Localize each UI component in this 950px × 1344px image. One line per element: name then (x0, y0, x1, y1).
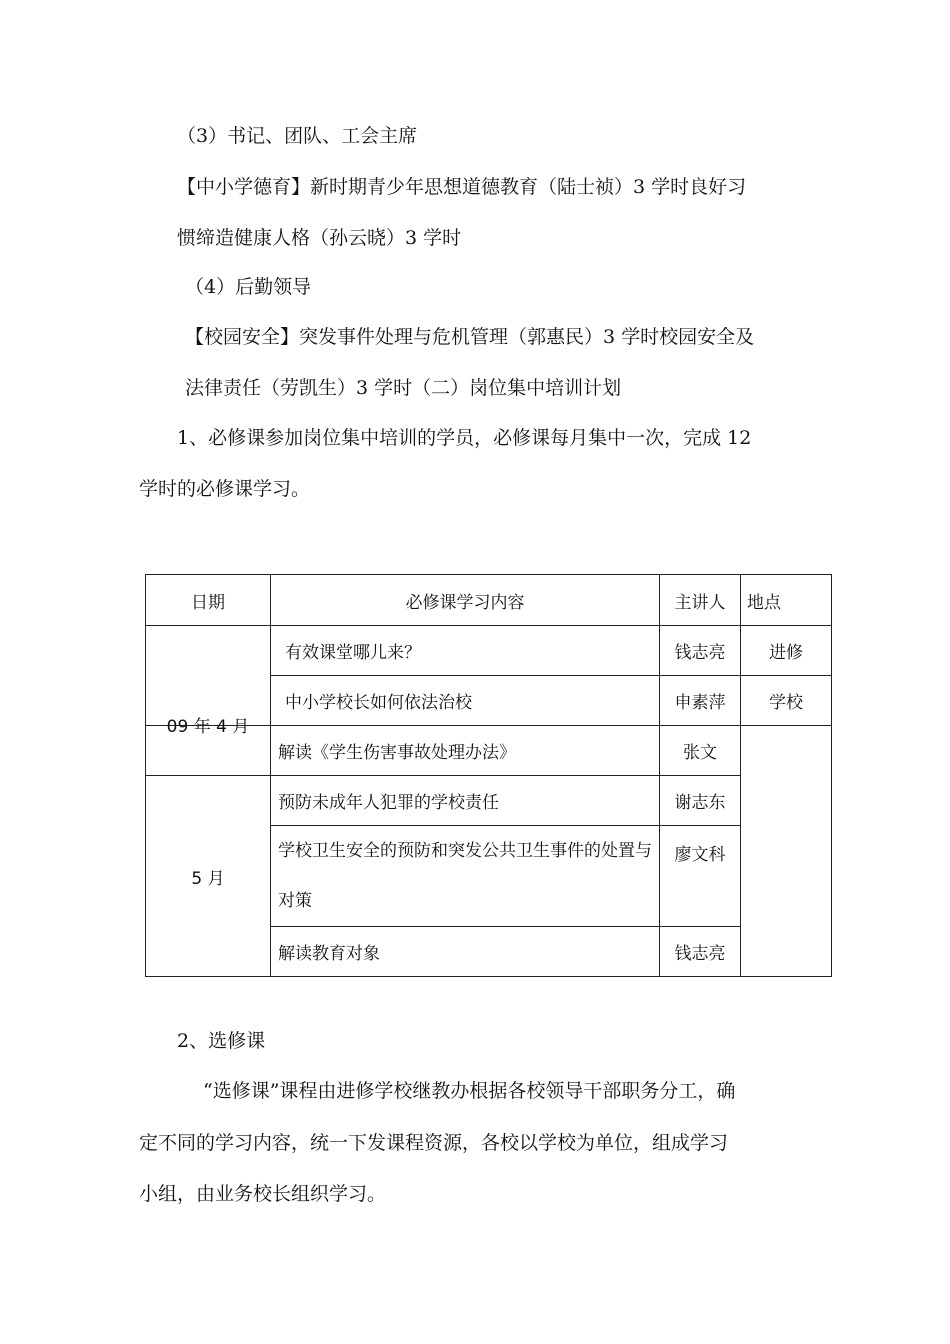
speaker-cell: 廖文科 (660, 826, 741, 927)
paragraph-moral-education-1: 【中小学德育】新时期青少年思想道德教育（陆士祯）3 学时良好习 (177, 176, 747, 198)
speaker-cell: 张文 (660, 726, 741, 776)
paragraph-campus-safety-2: 法律责任（劳凯生）3 学时（二）岗位集中培训计划 (185, 377, 622, 399)
training-schedule-table (145, 574, 832, 977)
speaker-cell: 钱志亮 (660, 626, 741, 676)
content-cell: 解读教育对象 (271, 927, 660, 977)
table-header-row (146, 575, 832, 626)
content-cell: 解读《学生伤害事故处理办法》 (271, 726, 660, 776)
location-empty-cell (741, 726, 832, 977)
speaker-cell: 申素萍 (660, 676, 741, 726)
paragraph-campus-safety-1: 【校园安全】突发事件处理与危机管理（郭惠民）3 学时校园安全及 (185, 326, 755, 348)
content-cell: 中小学校长如何依法治校 (271, 676, 660, 726)
table-row (146, 776, 832, 826)
header-speaker: 主讲人 (660, 575, 741, 626)
header-date: 日期 (146, 575, 271, 626)
speaker-cell: 谢志东 (660, 776, 741, 826)
location-line2: 学校 (741, 676, 832, 726)
header-content: 必修课学习内容 (271, 575, 660, 626)
location-line1: 进修 (741, 626, 832, 676)
paragraph-required-course-1: 1、必修课参加岗位集中培训的学员，必修课每月集中一次，完成 12 (177, 427, 752, 449)
speaker-cell: 钱志亮 (660, 927, 741, 977)
paragraph-secretary: （3）书记、团队、工会主席 (177, 125, 418, 147)
month-may: 5 月 (146, 776, 271, 977)
paragraph-elective-1: “选修课”课程由进修学校继教办根据各校领导干部职务分工，确 (203, 1080, 736, 1102)
paragraph-elective-2: 定不同的学习内容，统一下发课程资源，各校以学校为单位，组成学习 (139, 1132, 729, 1154)
content-cell: 学校卫生安全的预防和突发公共卫生事件的处置与对策 (271, 826, 660, 927)
month-april: 09 年 4 月 (166, 717, 250, 737)
content-cell: 有效课堂哪儿来？ (271, 626, 660, 676)
header-location: 地点 (741, 575, 832, 626)
paragraph-required-course-2: 学时的必修课学习。 (139, 478, 311, 500)
month-april-cell (146, 626, 271, 737)
table-row (146, 626, 832, 676)
paragraph-elective-title: 2、选修课 (177, 1030, 266, 1052)
paragraph-logistics: （4）后勤领导 (185, 276, 312, 298)
content-cell: 预防未成年人犯罪的学校责任 (271, 776, 660, 826)
paragraph-elective-3: 小组，由业务校长组织学习。 (139, 1183, 387, 1205)
paragraph-moral-education-2: 惯缔造健康人格（孙云晓）3 学时 (177, 227, 462, 249)
